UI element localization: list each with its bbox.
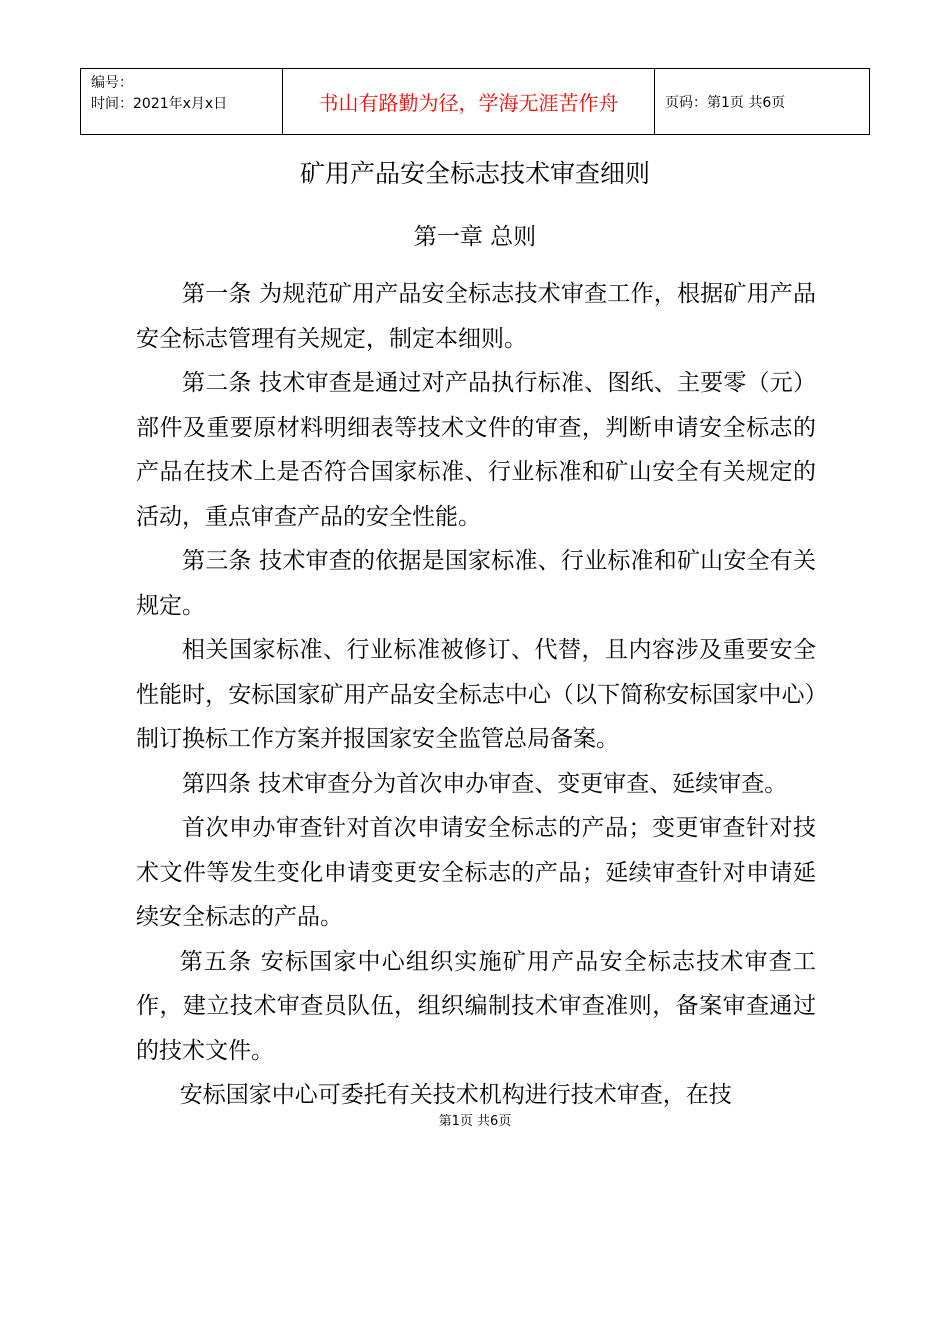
time-label: 时间：2021年x月x日 <box>91 96 228 112</box>
header-page-cell <box>655 69 869 134</box>
header-motto-cell <box>283 69 655 134</box>
document-body <box>136 272 816 1118</box>
paragraph-article-4: 第四条 技术审查分为首次申办审查、变更审查、延续审查。 <box>182 770 788 797</box>
paragraph-article-5-note: 安标国家中心可委托有关技术机构进行技术审查，在技 <box>179 1082 732 1108</box>
header-meta-cell <box>81 69 283 134</box>
page-info: 页码：第1页 共6页 <box>665 94 786 111</box>
chapter-heading: 第一章 总则 <box>413 224 537 250</box>
page-header <box>80 68 870 135</box>
paragraph-article-2: 第二条 技术审查是通过对产品执行标准、图纸、主要零（元）部件及重要原材料明细表等技术文件的审查，判断申请安全标志的产品在技术上是否符合国家标准、行业标准和矿山安全有关规定的活动，重点审查产品的安全性能。 <box>136 370 816 530</box>
page-footer: 第1页 共6页 <box>438 1114 512 1129</box>
paragraph-article-3: 第三条 技术审查的依据是国家标准、行业标准和矿山安全有关规定。 <box>136 548 816 619</box>
paragraph-article-4-note: 首次申办审查针对首次申请安全标志的产品；变更审查针对技术文件等发生变化申请变更安全标志的产品；延续审查针对申请延续安全标志的产品。 <box>136 815 816 930</box>
number-label: 编号： <box>91 75 133 91</box>
paragraph-article-5: 第五条 安标国家中心组织实施矿用产品安全标志技术审查工作，建立技术审查员队伍，组织编制技术审查准则，备案审查通过的技术文件。 <box>136 948 816 1064</box>
paragraph-article-1: 第一条 为规范矿用产品安全标志技术审查工作，根据矿用产品安全标志管理有关规定，制定本细则。 <box>136 281 816 352</box>
paragraph-article-3-note: 相关国家标准、行业标准被修订、代替，且内容涉及重要安全性能时，安标国家矿用产品安全标志中心（以下简称安标国家中心）制订换标工作方案并报国家安全监管总局备案。 <box>136 637 816 752</box>
document-title: 矿用产品安全标志技术审查细则 <box>299 159 650 188</box>
motto-text: 书山有路勤为径，学海无涯苦作舟 <box>318 91 619 115</box>
